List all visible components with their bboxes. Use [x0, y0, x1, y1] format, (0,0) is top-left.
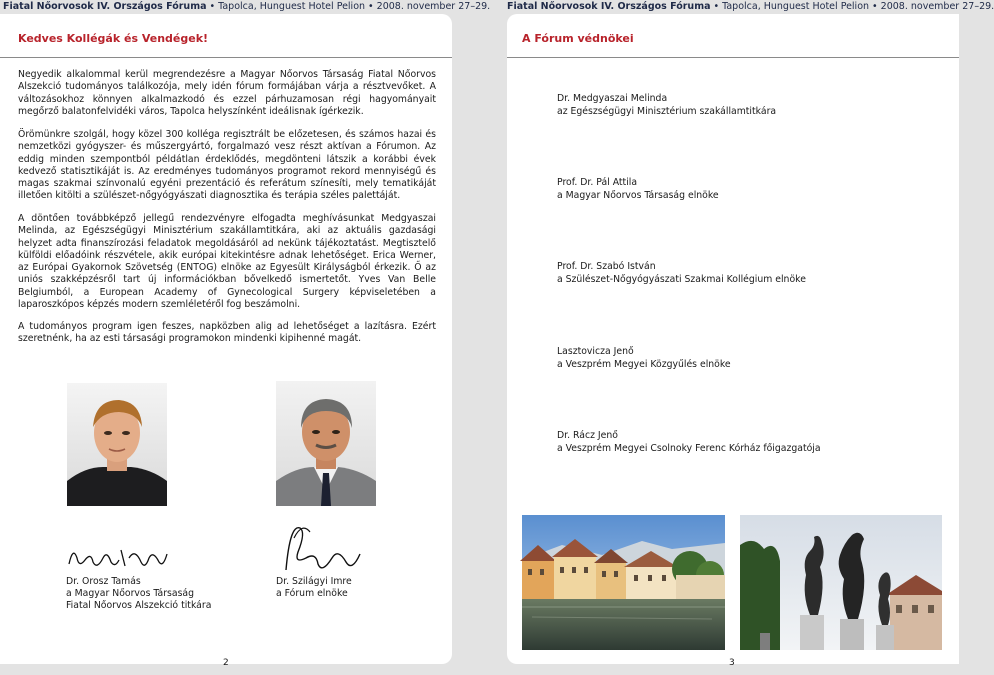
patron-entry	[557, 177, 719, 202]
patron-role: a Magyar Nőorvos Társaság elnöke	[557, 189, 719, 201]
patron-name: Dr. Rácz Jenő	[557, 430, 618, 441]
running-head-left: Fiatal Nőorvosok IV. Országos Fóruma • Tapolca, Hunguest Hotel Pelion • 2008. november 27–29.	[3, 1, 491, 12]
patrons-heading: A Fórum védnökei	[522, 32, 634, 45]
portrait-image	[67, 383, 167, 506]
patron-entry	[557, 430, 821, 455]
patron-name: Lasztovicza Jenő	[557, 346, 634, 357]
patron-role: a Szülészet-Nőgyógyászati Szakmai Kollégium elnöke	[557, 273, 806, 285]
patron-role: az Egészségügyi Minisztérium szakállamtitkára	[557, 105, 777, 117]
portrait-image	[276, 381, 376, 506]
signatory-role: Fiatal Nőorvos Alszekció titkára	[66, 600, 212, 611]
signatory-orosz	[66, 576, 211, 612]
patron-entry	[557, 346, 731, 371]
welcome-heading: Kedves Kollégák és Vendégek!	[18, 32, 209, 45]
signature-szilagyi	[276, 518, 366, 578]
welcome-paragraph-1: Negyedik alkalommal kerül megrendezésre a Magyar Nőorvos Társaság Fiatal Nőorvos Alszekció tudományos találkozója, mely idén fórum formájában várja a résztvevőket. A változásokhoz könnyen alkalmazkodó és ezzel párhuzamosan régi hagyományait megőrző balatonfelvidéki város, Tapolca helyszínként ideálisnak ígérkezik.	[18, 69, 436, 117]
patron-name: Dr. Medgyaszai Melinda	[557, 93, 668, 104]
patron-role: a Veszprém Megyei Közgyűlés elnöke	[557, 358, 731, 370]
patron-name: Prof. Dr. Pál Attila	[557, 177, 638, 188]
page-number-left: 2	[223, 658, 229, 668]
photo-statues	[740, 515, 942, 650]
welcome-paragraph-4: A tudományos program igen feszes, napközben alig ad lehetőséget a lazításra. Ezért szeretnénk, ha az esti társasági programokon mindenki kipihenné magát.	[18, 321, 436, 345]
patron-entry	[557, 261, 806, 286]
statues-image	[740, 515, 942, 650]
signatory-szilagyi	[276, 576, 352, 600]
running-head-title: Fiatal Nőorvosok IV. Országos Fóruma	[3, 1, 207, 12]
patron-entry	[557, 93, 776, 118]
signatory-role: a Magyar Nőorvos Társaság	[66, 588, 195, 599]
signatory-role: a Fórum elnöke	[276, 588, 348, 599]
patron-name: Prof. Dr. Szabó István	[557, 261, 656, 272]
running-head-place: Tapolca, Hunguest Hotel Pelion	[218, 1, 366, 12]
welcome-paragraph-3: A döntően továbbképző jellegű rendezvényre elfogadta meghívásunkat Medgyaszai Melinda, az Egészségügyi Minisztérium szakállamtitkára, aki az aktuális gazdasági helyzet adta finanszírozási feladatok megoldásáról ad nekünk tájékoztatást. Megtisztelő külföldi előadóink részvétele, akik európai kitekintésre adnak lehetőséget. Erica Werner, az Európai Gyakornok Szövetség (ENTOG) elnöke az Egyesült Királyságból érkezik. Ő az uniós szakképzésről tart új információkban bővelkedő ismertetőt. Yves Van Belle Belgiumból, a European Academy of Gynecological Surgery képviseletében a laparoszkópos képzés modern szemléletéről fog beszámolni.	[18, 213, 436, 310]
running-head-date: 2008. november 27–29.	[880, 1, 994, 12]
welcome-paragraph-2: Örömünkre szolgál, hogy közel 300 kolléga regisztrált be előzetesen, és számos hazai és nemzetközi gyógyszer- és műszergyártó, forgalmazó vesz részt aktívan a Fórumon. Az eddig minden szempontból példátlan érdeklődés, megdönteni látszik a korábbi évek kedvező statisztikáját is. Az eredményes tudományos programot rekord mennyiségű és magas szakmai színvonalú egyéni prezentáció és referátum színesíti, mely tematikáját illetően kitölti a szülészet-nőgyógyászati diagnosztika és terápia széles palettáját.	[18, 129, 436, 202]
running-head-right: Fiatal Nőorvosok IV. Országos Fóruma • Tapolca, Hunguest Hotel Pelion • 2008. november 27–29.	[507, 1, 994, 12]
running-head-place: Tapolca, Hunguest Hotel Pelion	[722, 1, 870, 12]
signature-orosz	[63, 540, 173, 575]
running-head-title: Fiatal Nőorvosok IV. Országos Fóruma	[507, 1, 711, 12]
page-number-right: 3	[729, 658, 735, 668]
running-head-date: 2008. november 27–29.	[376, 1, 491, 12]
signatory-name: Dr. Szilágyi Imre	[276, 576, 352, 587]
signatory-name: Dr. Orosz Tamás	[66, 576, 141, 587]
lake-town-image	[522, 515, 725, 650]
photo-tapolca-lake	[522, 515, 725, 650]
heading-rule	[507, 57, 959, 58]
patron-role: a Veszprém Megyei Csolnoky Ferenc Kórház főigazgatója	[557, 442, 821, 454]
heading-rule	[0, 57, 452, 58]
portrait-orosz	[67, 383, 167, 506]
portrait-szilagyi	[276, 381, 376, 506]
